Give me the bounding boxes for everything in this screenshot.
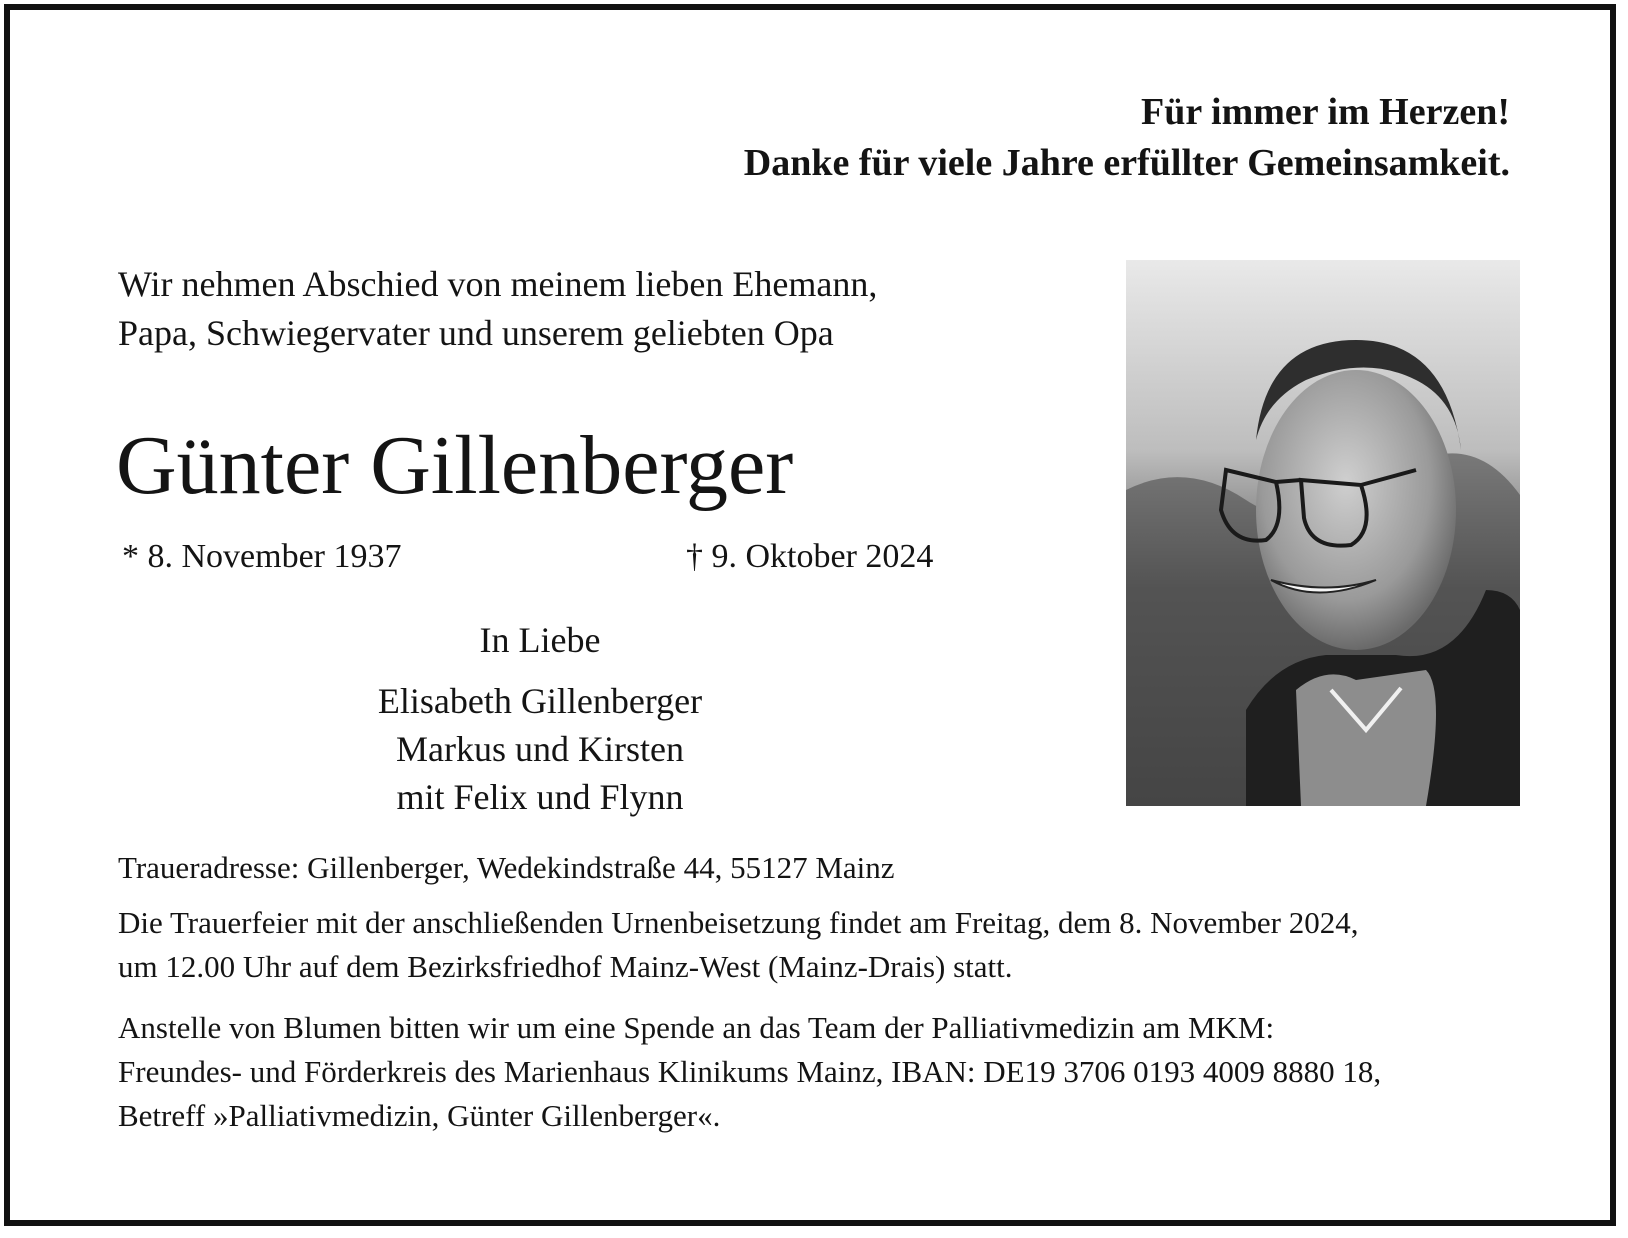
birth-date: * 8. November 1937 [122, 538, 402, 575]
donation-line-2: Freundes- und Förderkreis des Marienhaus Klinikums Mainz, IBAN: DE19 3706 0193 4009 8880 18, [118, 1054, 1382, 1089]
family-member-2: Markus und Kirsten [396, 729, 684, 769]
donation-line-3: Betreff »Palliativmedizin, Günter Gillenberger«. [118, 1098, 721, 1133]
ceremony-line-2: um 12.00 Uhr auf dem Bezirksfriedhof Mainz-West (Mainz-Drais) statt. [118, 949, 1013, 984]
intro-line-1: Wir nehmen Abschied von meinem lieben Ehemann, [118, 264, 878, 304]
death-date: † 9. Oktober 2024 [686, 538, 934, 575]
family-member-1: Elisabeth Gillenberger [377, 681, 703, 721]
mourning-address: Traueradresse: Gillenberger, Wedekindstraße 44, 55127 Mainz [118, 850, 895, 885]
in-love-label: In Liebe [479, 620, 601, 660]
intro-line-2: Papa, Schwiegervater und unserem geliebten Opa [118, 313, 834, 353]
family-member-3: mit Felix und Flynn [396, 777, 684, 817]
motto-line-1: Für immer im Herzen! [1141, 91, 1510, 133]
portrait-photo [1126, 260, 1520, 806]
ceremony-line-1: Die Trauerfeier mit der anschließenden Urnenbeisetzung findet am Freitag, dem 8. November 2024, [118, 905, 1359, 940]
deceased-name: Günter Gillenberger [116, 419, 794, 512]
donation-line-1: Anstelle von Blumen bitten wir um eine Spende an das Team der Palliativmedizin am MKM: [118, 1010, 1275, 1045]
motto-line-2: Danke für viele Jahre erfüllter Gemeinsamkeit. [743, 142, 1510, 184]
